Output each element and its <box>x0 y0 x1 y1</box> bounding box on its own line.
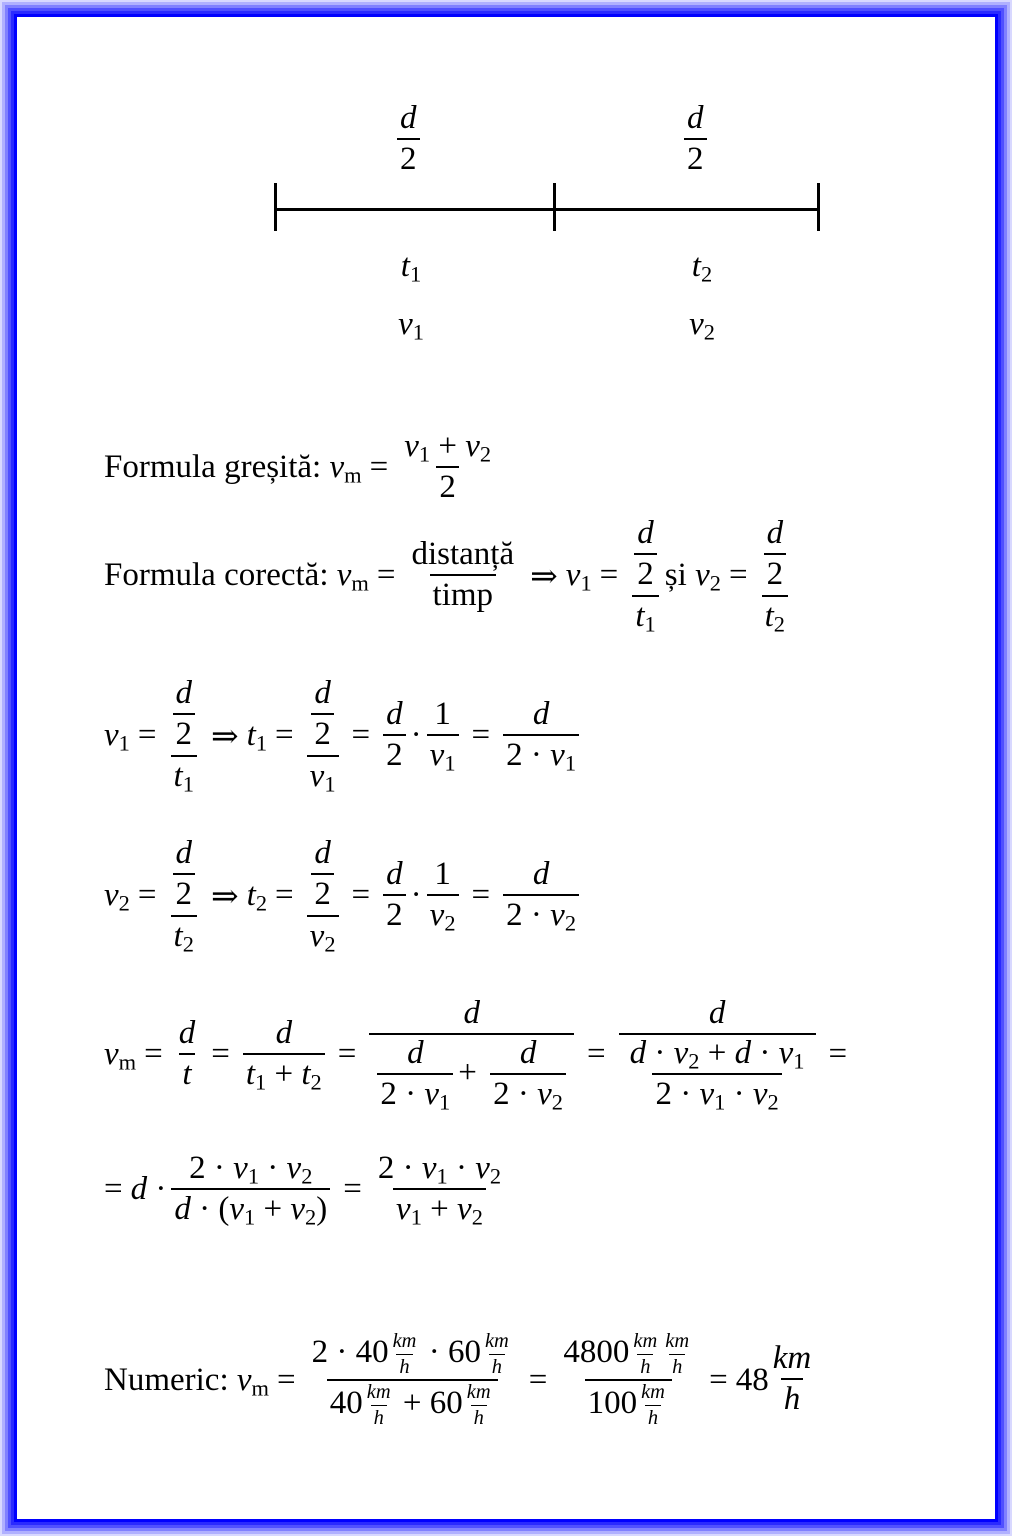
label-t1: $t_1$ <box>400 248 422 287</box>
derivation-vm-result: = d · $\frac{2 \cdot v_1 \cdot v_2}{d \cdot (v_1 + v_2)}$ = $\frac{2 \cdot v_1 \cdot v_2}{v_1 + v_2}$ <box>104 1150 502 1230</box>
tick-middle <box>553 183 556 231</box>
label-t2: $t_2$ <box>691 248 713 287</box>
label-half-distance-2: $\frac{d}{2}$ <box>679 100 712 180</box>
derivation-t1: $v_1$ = $\frac{\frac{d}{2}}{t_1}$ ⇒ $t_1$ = $\frac{\frac{d}{2}}{v_1}$ = $\frac{d}{2}$ · $\frac{1}{v_1}$ = $\frac{d}{2 \cdot v_1}$ <box>104 675 584 796</box>
tick-left <box>274 183 277 231</box>
label-v2: $v_2$ <box>689 306 715 345</box>
derivation-vm: $v_m$ = $\frac{d}{t}$ = $\frac{d}{t_1 + t_2}$ = d $\frac{d}{2 \cdot v_1}$ + $\frac{d}{2 \cdot v_2}$ = $\frac{d}{\frac{d \cdot v_2 + d \cdot v_1}{2 \cdot v_1 \cdot v_2}}$ = <box>104 995 848 1115</box>
wrong-formula: Formula greșită: $v_m$ = $\frac{v_1 + v_2}{2}$ <box>104 428 499 508</box>
derivation-t2: $v_2$ = $\frac{\frac{d}{2}}{t_2}$ ⇒ $t_2$ = $\frac{\frac{d}{2}}{v_2}$ = $\frac{d}{2}$ · $\frac{1}{v_2}$ = $\frac{d}{2 \cdot v_2}$ <box>104 835 584 956</box>
label-v1: $v_1$ <box>398 306 424 345</box>
numeric-result: Numeric: $v_m$ = 2 · 40 $\frac{km}{h}$ · 60 $\frac{km}{h}$ 40 $\frac{km}{h}$ + 60 $\frac{km}{h}$ = 4800 $\frac{km}{h}$ $\frac{km}{h}$ 100 $\frac{km}{h}$ = 48 $\frac{km}{h}$ <box>104 1330 812 1429</box>
segment-line <box>275 208 820 211</box>
tick-right <box>817 183 820 231</box>
label-half-distance-1: $\frac{d}{2}$ <box>392 100 425 180</box>
correct-formula: Formula corectă: $v_m$ = $\frac{\text{distanță}}{\text{timp}}$ ⇒ $v_1$ = $\frac{\frac{d}{2}}{t_1}$ și $v_2$ = $\frac{\frac{d}{2}}{t_2}$ <box>104 515 794 636</box>
